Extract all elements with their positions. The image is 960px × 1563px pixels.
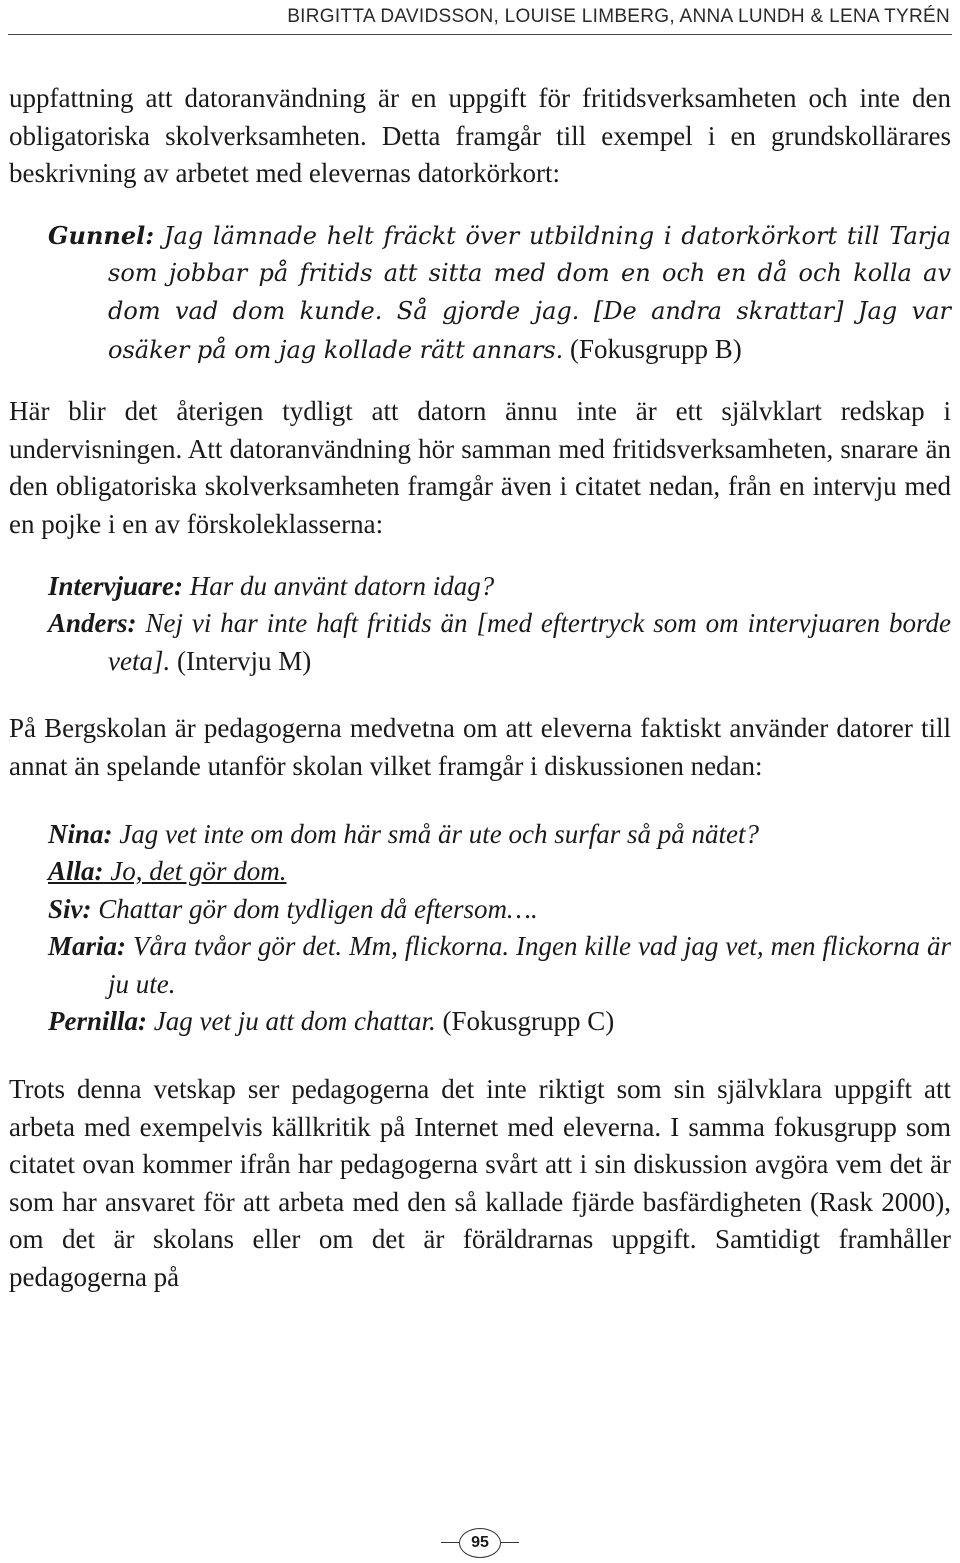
quote-line: [48, 1003, 951, 1041]
paragraph-1: uppfattning att datoranvändning är en uppgift för fritidsverksamheten och inte den obligatoriska skolverksamheten. Detta framgår till exempel i en grundskollärares beskrivning av arbetet med elevernas datorkörkort:: [9, 83, 951, 189]
paragraph-3: På Bergskolan är pedagogerna medvetna om att eleverna faktiskt använder datorer till annat än spelande utanför skolan vilket framgår i diskussionen nedan:: [9, 713, 951, 781]
quote-text: Chattar gör dom tydligen då eftersom….: [91, 893, 538, 924]
running-header: [0, 0, 960, 40]
quote-line: [48, 816, 951, 854]
quote-line: [48, 891, 951, 929]
quote-line: [48, 605, 951, 680]
quote-text: Jag lämnade helt fräckt över utbildning i datorkörkort till Tarja som jobbar på fritids att sitta med dom en och en då och kolla av dom vad dom kunde. Så gjorde jag. [De andra skrattar] Jag var osäker på om jag kollade rätt annars.: [108, 221, 951, 364]
quote-text: Våra tvåor gör det. Mm, flickorna. Ingen kille vad jag vet, men flickorna är ju ute.: [108, 931, 951, 999]
quote-discussion: [48, 816, 951, 1042]
page-body: [9, 80, 951, 1297]
header-authors: BIRGITTA DAVIDSSON, LOUISE LIMBERG, ANNA LUNDH & LENA TYRÉN: [287, 6, 950, 27]
paragraph-4: Trots denna vetskap ser pedagogerna det inte riktigt som sin självklara uppgift att arbeta med exempelvis källkritik på Internet med eleverna. I samma fokusgrupp som citatet ovan kommer ifrån har pedagogerna svårt att i sin diskussion avgöra vem det är som har ansvaret för att arbeta med den så kallade fjärde basfärdigheten (Rask 2000), om det är skolans eller om det är föräldrarnas uppgift. Samtidigt framhåller pedagogerna på: [9, 1074, 951, 1293]
quote-line: [48, 568, 951, 606]
speaker-name: Alla:: [48, 856, 104, 887]
quote-text: Jag vet ju att dom chattar.: [147, 1006, 436, 1037]
header-rule: [8, 34, 952, 35]
page-number: 95: [459, 1528, 501, 1558]
page-number-rule-left: [441, 1542, 459, 1543]
quote-text: Jag vet inte om dom här små är ute och surfar så på nätet?: [112, 818, 759, 849]
quote-line: [48, 928, 951, 1003]
quote-source: (Fokusgrupp C): [435, 1006, 615, 1037]
speaker-name: Gunnel:: [48, 220, 155, 250]
speaker-name: Intervjuare:: [48, 570, 183, 601]
quote-text: Har du använt datorn idag?: [183, 570, 495, 601]
quote-text: Nej vi har inte haft fritids än [med eftertryck som om intervjuaren borde veta].: [108, 608, 951, 676]
page-number-rule-right: [501, 1542, 519, 1543]
paragraph-2: Här blir det återigen tydligt att datorn ännu inte är ett självklart redskap i undervisningen. Att datoranvändning hör samman med fritidsverksamheten, snarare än den obligatoriska skolverksamheten framgår även i citatet nedan, från en intervju med en pojke i en av förskoleklasserna:: [9, 396, 951, 539]
quote-line: [48, 853, 951, 891]
quote-text: Jo, det gör dom.: [103, 856, 287, 887]
speaker-name: Pernilla:: [48, 1006, 147, 1037]
quote-interview: [48, 568, 951, 681]
speaker-name: Anders:: [48, 608, 137, 639]
quote-gunnel: [48, 217, 951, 369]
quote-line: [48, 217, 951, 369]
quote-source: (Fokusgrupp B): [563, 333, 742, 364]
quote-source: (Intervju M): [170, 645, 312, 676]
speaker-name: Maria:: [48, 931, 127, 962]
speaker-name: Nina:: [48, 818, 113, 849]
page-footer: [0, 1528, 960, 1562]
speaker-name: Siv:: [48, 893, 92, 924]
